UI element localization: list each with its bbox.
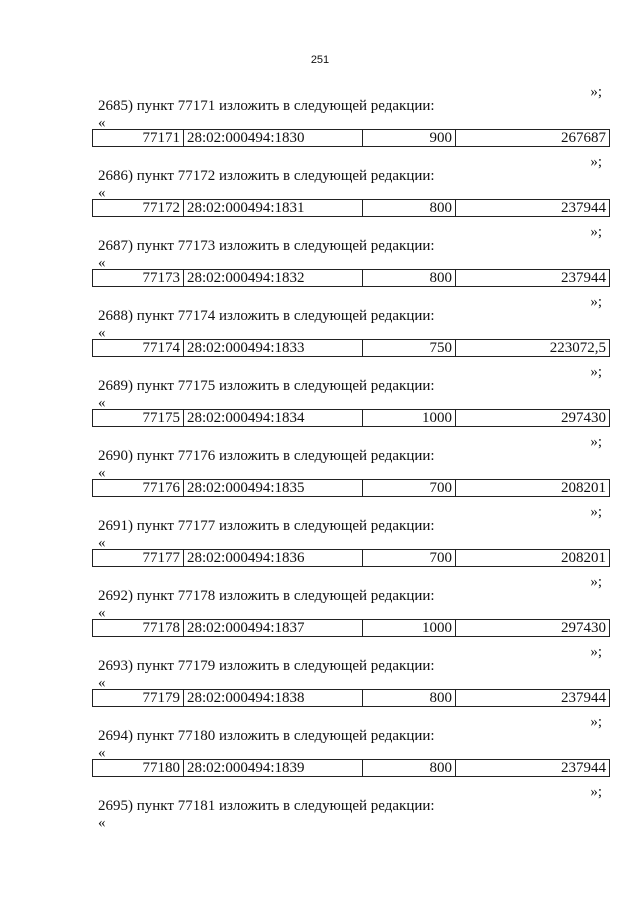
value-cell: 208201: [456, 550, 610, 567]
cadastral-number-cell: 28:02:000494:1831: [184, 200, 363, 217]
amendment-heading: 2695) пункт 77181 изложить в следующей редакции:: [98, 798, 435, 814]
table-row: [93, 620, 610, 637]
opening-quote: «: [98, 395, 106, 411]
opening-quote: «: [98, 255, 106, 271]
cadastral-number-cell: 28:02:000494:1838: [184, 690, 363, 707]
closing-quote: »;: [590, 574, 602, 590]
area-cell: 1000: [363, 410, 456, 427]
amendment-heading: 2693) пункт 77179 изложить в следующей редакции:: [98, 658, 435, 674]
table-row: [93, 130, 610, 147]
amendment-heading: 2686) пункт 77172 изложить в следующей редакции:: [98, 168, 435, 184]
value-cell: 237944: [456, 200, 610, 217]
item-number-cell: 77179: [93, 690, 184, 707]
area-cell: 900: [363, 130, 456, 147]
item-number-cell: 77172: [93, 200, 184, 217]
opening-quote: «: [98, 605, 106, 621]
item-number-cell: 77180: [93, 760, 184, 777]
area-cell: 800: [363, 270, 456, 287]
opening-quote: «: [98, 815, 106, 831]
cadastral-number-cell: 28:02:000494:1833: [184, 340, 363, 357]
closing-quote: »;: [590, 154, 602, 170]
opening-quote: «: [98, 185, 106, 201]
opening-quote: «: [98, 675, 106, 691]
item-number-cell: 77174: [93, 340, 184, 357]
closing-quote: »;: [590, 644, 602, 660]
table-row: [93, 690, 610, 707]
entry-table: [92, 339, 610, 357]
entry-table: [92, 129, 610, 147]
area-cell: 750: [363, 340, 456, 357]
amendment-heading: 2692) пункт 77178 изложить в следующей редакции:: [98, 588, 435, 604]
value-cell: 267687: [456, 130, 610, 147]
closing-quote: »;: [590, 434, 602, 450]
amendment-heading: 2690) пункт 77176 изложить в следующей редакции:: [98, 448, 435, 464]
amendment-block: [92, 714, 610, 778]
table-row: [93, 760, 610, 777]
value-cell: 223072,5: [456, 340, 610, 357]
value-cell: 297430: [456, 620, 610, 637]
entry-table: [92, 759, 610, 777]
closing-quote: »;: [590, 294, 602, 310]
amendment-block: [92, 574, 610, 638]
item-number-cell: 77176: [93, 480, 184, 497]
amendment-block: [92, 364, 610, 428]
closing-quote: »;: [590, 84, 602, 100]
cadastral-number-cell: 28:02:000494:1834: [184, 410, 363, 427]
amendment-heading: 2687) пункт 77173 изложить в следующей редакции:: [98, 238, 435, 254]
closing-quote: »;: [590, 784, 602, 800]
area-cell: 700: [363, 550, 456, 567]
cadastral-number-cell: 28:02:000494:1830: [184, 130, 363, 147]
item-number-cell: 77171: [93, 130, 184, 147]
entry-table: [92, 269, 610, 287]
entry-table: [92, 689, 610, 707]
area-cell: 800: [363, 760, 456, 777]
item-number-cell: 77173: [93, 270, 184, 287]
cadastral-number-cell: 28:02:000494:1832: [184, 270, 363, 287]
area-cell: 700: [363, 480, 456, 497]
entry-table: [92, 199, 610, 217]
amendment-block: [92, 294, 610, 358]
amendment-block: [92, 224, 610, 288]
table-row: [93, 200, 610, 217]
opening-quote: «: [98, 745, 106, 761]
closing-quote: »;: [590, 224, 602, 240]
area-cell: 1000: [363, 620, 456, 637]
opening-quote: «: [98, 465, 106, 481]
value-cell: 208201: [456, 480, 610, 497]
amendment-block: [92, 154, 610, 218]
amendment-block: [92, 784, 610, 848]
area-cell: 800: [363, 200, 456, 217]
amendment-heading: 2688) пункт 77174 изложить в следующей редакции:: [98, 308, 435, 324]
table-row: [93, 550, 610, 567]
entry-table: [92, 549, 610, 567]
cadastral-number-cell: 28:02:000494:1839: [184, 760, 363, 777]
amendment-block: [92, 84, 610, 148]
closing-quote: »;: [590, 504, 602, 520]
value-cell: 237944: [456, 270, 610, 287]
page-number: 251: [310, 54, 330, 66]
opening-quote: «: [98, 535, 106, 551]
amendment-block: [92, 644, 610, 708]
amendment-block: [92, 434, 610, 498]
entry-table: [92, 619, 610, 637]
entry-table: [92, 409, 610, 427]
value-cell: 237944: [456, 760, 610, 777]
cadastral-number-cell: 28:02:000494:1835: [184, 480, 363, 497]
table-row: [93, 340, 610, 357]
table-row: [93, 410, 610, 427]
item-number-cell: 77177: [93, 550, 184, 567]
opening-quote: «: [98, 325, 106, 341]
area-cell: 800: [363, 690, 456, 707]
item-number-cell: 77175: [93, 410, 184, 427]
table-row: [93, 270, 610, 287]
closing-quote: »;: [590, 364, 602, 380]
cadastral-number-cell: 28:02:000494:1836: [184, 550, 363, 567]
amendment-heading: 2685) пункт 77171 изложить в следующей редакции:: [98, 98, 435, 114]
opening-quote: «: [98, 115, 106, 131]
entry-table: [92, 479, 610, 497]
amendment-heading: 2689) пункт 77175 изложить в следующей редакции:: [98, 378, 435, 394]
value-cell: 237944: [456, 690, 610, 707]
table-row: [93, 480, 610, 497]
value-cell: 297430: [456, 410, 610, 427]
closing-quote: »;: [590, 714, 602, 730]
item-number-cell: 77178: [93, 620, 184, 637]
amendment-heading: 2691) пункт 77177 изложить в следующей редакции:: [98, 518, 435, 534]
amendment-heading: 2694) пункт 77180 изложить в следующей редакции:: [98, 728, 435, 744]
amendment-block: [92, 504, 610, 568]
cadastral-number-cell: 28:02:000494:1837: [184, 620, 363, 637]
